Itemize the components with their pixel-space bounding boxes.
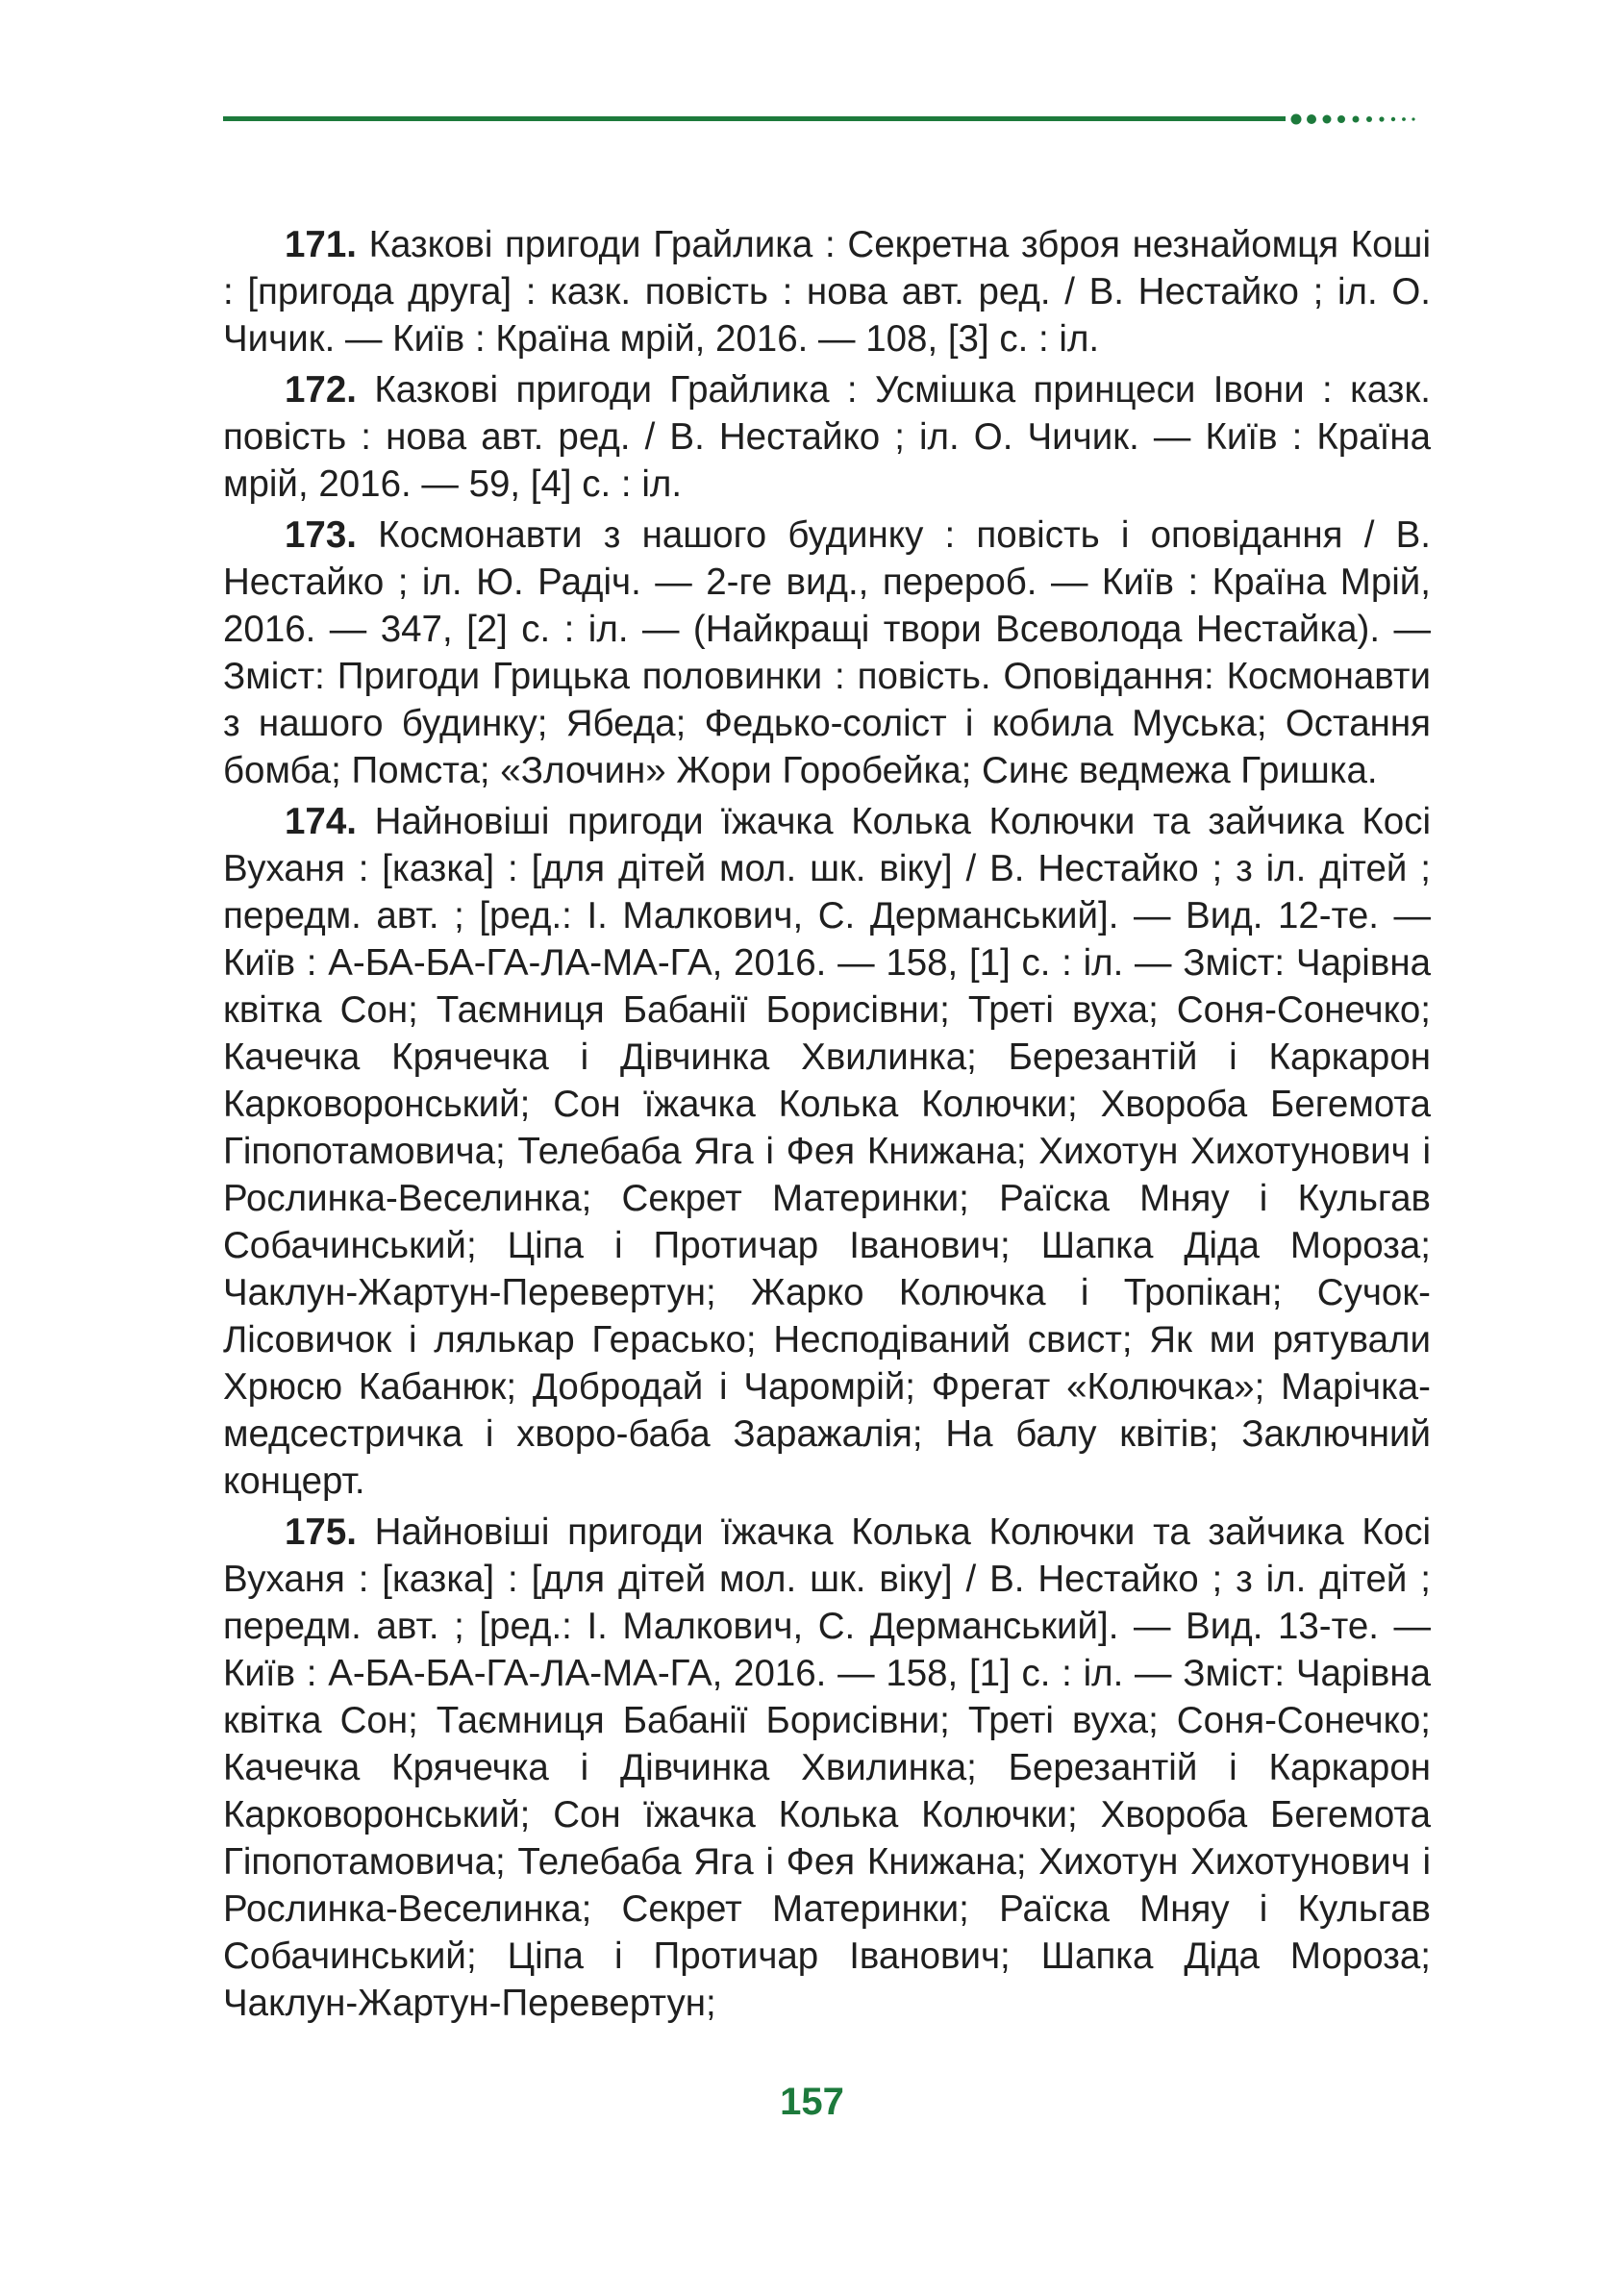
page-number: 157 xyxy=(780,2081,844,2123)
bibliography-entry xyxy=(223,512,1431,794)
bibliography-entry xyxy=(223,798,1431,1505)
header-dots xyxy=(1288,112,1442,127)
entry-number: 173. xyxy=(285,514,357,556)
entry-number: 171. xyxy=(285,224,357,265)
bibliography-list xyxy=(223,221,1431,2031)
entry-text: Найновіші пригоди їжачка Колька Колючки та зайчика Косі Вуханя : [казка] : [для дітей мол. шк. віку] / В. Нестайко ; з іл. дітей ; передм. авт. ; [ред.: І. Малкович, С. Дерманський]. — Вид. 12-те. — Київ : А-БА-БА-ГА-ЛА-МА-ГА, 2016. — 158, [1] с. : іл. — Зміст: Чарівна квітка Сон; Таємниця Бабанії Борисівни; Треті вуха; Соня-Сонечко; Качечка Крячечка і Дівчинка Хвилинка; Березантій і Каркарон Карковоронський; Сон їжачка Колька Колючки; Хвороба Бегемота Гіпопотамовича; Телебаба Яга і Фея Книжана; Хихотун Хихотунович і Рослинка-Веселинка; Секрет Материнки; Раїска Мняу і Кульгав Собачинський; Ціпа і Протичар Іванович; Шапка Діда Мороза; Чаклун-Жартун-Перевертун; Жарко Колючка і Тропікан; Сучок-Лісовичок і лялькар Герасько; Несподіваний свист; Як ми рятували Хрюсю Кабанюк; Добродай і Чаромрій; Фрегат «Колючка»; Марічка-медсестричка і хворо-баба Заражалія; На балу квітів; Заключний концерт. xyxy=(223,801,1431,1502)
entry-text: Казкові пригоди Грайлика : Секретна зброя незнайомця Коші : [пригода друга] : казк. повість : нова авт. ред. / В. Нестайко ; іл. О. Чичик. — Київ : Країна мрій, 2016. — 108, [3] с. : іл. xyxy=(223,224,1431,360)
bibliography-entry xyxy=(223,366,1431,508)
bibliography-entry xyxy=(223,1509,1431,2027)
entry-text: Найновіші пригоди їжачка Колька Колючки та зайчика Косі Вуханя : [казка] : [для дітей мол. шк. віку] / В. Нестайко ; з іл. дітей ; передм. авт. ; [ред.: І. Малкович, С. Дерманський]. — Вид. 13-те. — Київ : А-БА-БА-ГА-ЛА-МА-ГА, 2016. — 158, [1] с. : іл. — Зміст: Чарівна квітка Сон; Таємниця Бабанії Борисівни; Треті вуха; Соня-Сонечко; Качечка Крячечка і Дівчинка Хвилинка; Березантій і Каркарон Карковоронський; Сон їжачка Колька Колючки; Хвороба Бегемота Гіпопотамовича; Телебаба Яга і Фея Книжана; Хихотун Хихотунович і Рослинка-Веселинка; Секрет Материнки; Раїска Мняу і Кульгав Собачинський; Ціпа і Протичар Іванович; Шапка Діда Мороза; Чаклун-Жартун-Перевертун; xyxy=(223,1511,1431,2024)
entry-text: Казкові пригоди Грайлика : Усмішка принцеси Івони : казк. повість : нова авт. ред. / В. Нестайко ; іл. О. Чичик. — Київ : Країна мрій, 2016. — 59, [4] с. : іл. xyxy=(223,369,1431,505)
entry-text: Космонавти з нашого будинку : повість і оповідання / В. Нестайко ; іл. Ю. Радіч. — 2-ге вид., перероб. — Київ : Країна Мрій, 2016. — 347, [2] с. : іл. — (Найкращі твори Всеволода Нестайка). — Зміст: Пригоди Грицька половинки : повість. Оповідання: Космонавти з нашого будинку; Ябеда; Федько-соліст і кобила Муська; Остання бомба; Помста; «Злочин» Жори Горобейка; Синє ведмежа Гришка. xyxy=(223,514,1432,791)
header-rule xyxy=(223,116,1286,121)
entry-number: 172. xyxy=(285,369,357,411)
bibliography-entry xyxy=(223,221,1431,362)
entry-number: 174. xyxy=(285,801,357,842)
entry-number: 175. xyxy=(285,1511,357,1553)
